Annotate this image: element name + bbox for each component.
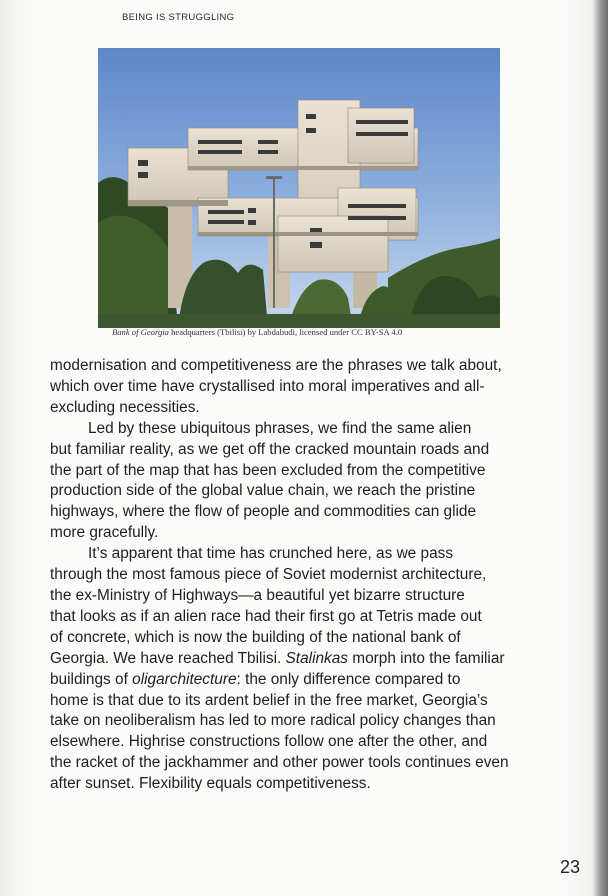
- text-line: [50, 649, 570, 670]
- figure-caption: [112, 327, 402, 337]
- caption-credit: headquarters (Tbilisi) by Labdabudi, licensed under CC BY-SA 4.0: [168, 327, 403, 337]
- text-line: more gracefully.: [50, 524, 159, 542]
- text-line: the part of the map that has been excluded from the competitive: [50, 461, 486, 479]
- text-run: Georgia. We have reached Tbilisi.: [50, 649, 286, 667]
- text-line: take on neoliberalism has led to more radical policy changes than: [50, 712, 496, 730]
- building-photo: [98, 48, 500, 328]
- text-line: excluding necessities.: [50, 398, 200, 416]
- italic-term-oligarchitecture: oligarchitecture: [132, 670, 237, 688]
- text-line: after sunset. Flexibility equals competitiveness.: [50, 775, 371, 793]
- text-run: : the only difference compared to: [236, 670, 461, 688]
- text-line: modernisation and competitiveness are the phrases we talk about,: [50, 357, 502, 374]
- text-line: but familiar reality, as we get off the cracked mountain roads and: [50, 440, 490, 458]
- text-line: highways, where the flow of people and commodities can glide: [50, 503, 477, 521]
- text-line: home is that due to its ardent belief in the free market, Georgia’s: [50, 691, 488, 709]
- text-line: the ex-Ministry of Highways—a beautiful yet bizarre structure: [50, 586, 465, 604]
- text-line: [50, 670, 570, 691]
- italic-term-stalinkas: Stalinkas: [285, 649, 348, 667]
- text-line: of concrete, which is now the building of the national bank of: [50, 628, 461, 646]
- text-run: buildings of: [50, 670, 133, 688]
- text-line: which over time have crystallised into moral imperatives and all-: [50, 377, 485, 395]
- text-line: production side of the global value chain, we reach the pristine: [50, 482, 476, 500]
- paragraph-1: [50, 356, 570, 419]
- text-line: It’s apparent that time has crunched here, as we pass: [88, 545, 454, 563]
- paragraph-3: [50, 544, 570, 795]
- caption-title: Bank of Georgia: [112, 327, 169, 337]
- text-run: morph into the familiar: [348, 649, 505, 667]
- paragraph-2: [50, 419, 570, 544]
- page-number: 23: [559, 857, 580, 877]
- text-line: the racket of the jackhammer and other power tools continues even: [50, 754, 509, 772]
- text-line: that looks as if an alien race had their first go at Tetris made out: [50, 607, 482, 625]
- body-text: [50, 356, 570, 795]
- text-line: elsewhere. Highrise constructions follow one after the other, and: [50, 733, 488, 751]
- running-head: BEING IS STRUGGLING: [122, 12, 235, 23]
- text-line: Led by these ubiquitous phrases, we find the same alien: [88, 419, 472, 437]
- text-line: through the most famous piece of Soviet modernist architecture,: [50, 566, 487, 584]
